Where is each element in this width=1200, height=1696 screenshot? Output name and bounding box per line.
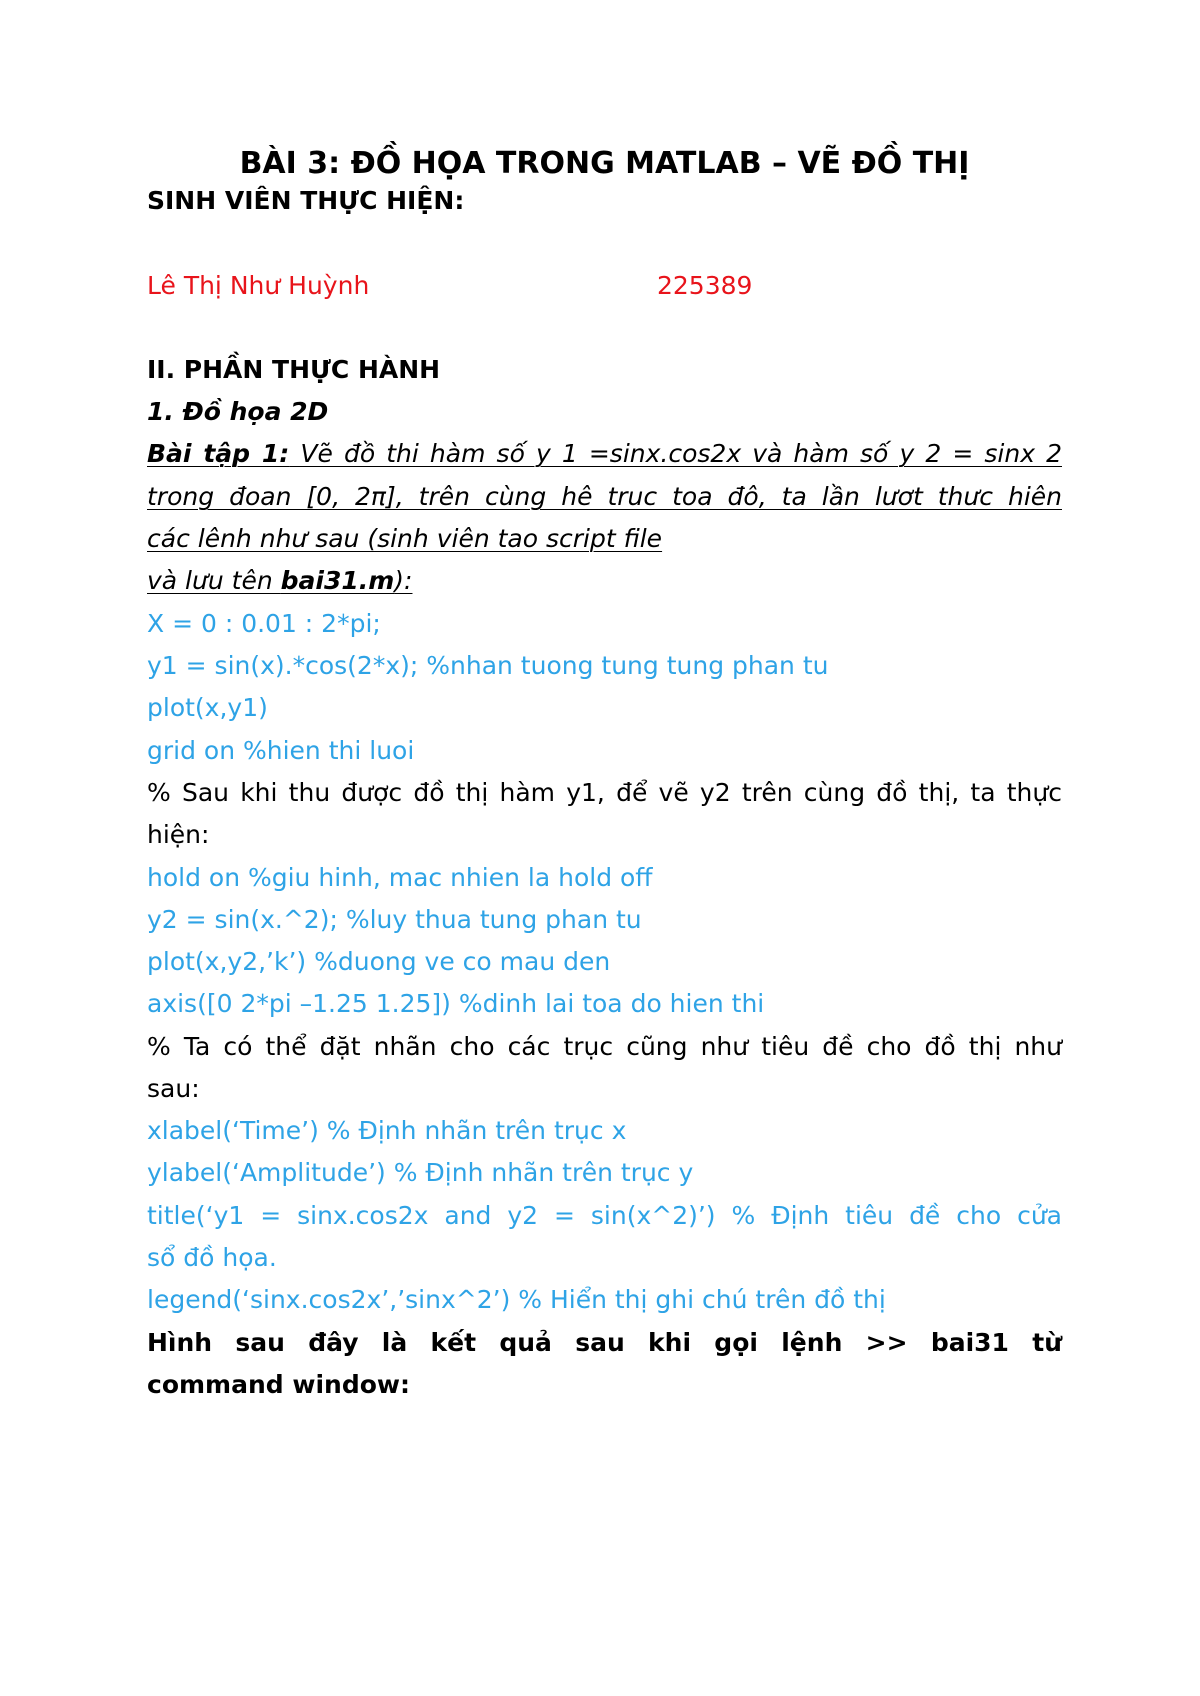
document-page	[147, 0, 1062, 1696]
code-line: ylabel(‘Amplitude’) % Định nhãn trên trục y	[147, 1158, 694, 1187]
exercise-line-4	[147, 565, 1062, 597]
student-row	[147, 270, 1062, 302]
code-line: xlabel(‘Time’) % Định nhãn trên trục x	[147, 1116, 627, 1145]
code-line: legend(‘sinx.cos2x’,’sinx^2’) % Hiển thị ghi chú trên đồ thị	[147, 1285, 886, 1314]
code-line: hold on %giu hinh, mac nhien la hold off	[147, 863, 653, 892]
code-line: grid on %hien thi luoi	[147, 736, 415, 765]
exercise-line-3: các lênh như sau (sinh viên tao script file	[147, 524, 663, 553]
section-heading: II. PHẦN THỰC HÀNH	[147, 355, 441, 384]
result-line-1: Hình sau đây là kết quả sau khi gọi lệnh >> bai31 từ	[147, 1328, 1062, 1357]
result-line-2: command window:	[147, 1370, 410, 1399]
note-line: sau:	[147, 1074, 200, 1103]
student-name: Lê Thị Như Huỳnh	[147, 271, 370, 300]
code-line: y1 = sin(x).*cos(2*x); %nhan tuong tung tung phan tu	[147, 651, 829, 680]
students-heading: SINH VIÊN THỰC HIỆN:	[147, 186, 465, 215]
note-line: hiện:	[147, 820, 210, 849]
script-filename: bai31.m	[280, 566, 395, 595]
student-id: 225389	[657, 271, 753, 300]
exercise-line-1	[147, 438, 1062, 470]
exercise-label: Bài tập 1:	[147, 439, 290, 468]
code-line: title(‘y1 = sinx.cos2x and y2 = sin(x^2)’) % Định tiêu đề cho cửa	[147, 1201, 1062, 1230]
exercise-line-4-suffix: ):	[394, 566, 413, 595]
code-line: plot(x,y2,’k’) %duong ve co mau den	[147, 947, 611, 976]
code-line: plot(x,y1)	[147, 693, 268, 722]
note-line: % Sau khi thu được đồ thị hàm y1, để vẽ y2 trên cùng đồ thị, ta thực	[147, 778, 1062, 807]
code-line: sổ đồ họa.	[147, 1243, 277, 1272]
code-line: y2 = sin(x.^2); %luy thua tung phan tu	[147, 905, 642, 934]
exercise-line-2: trong đoan [0, 2π], trên cùng hê truc toa đô, ta lần lươt thưc hiên	[147, 482, 1062, 511]
subsection-heading: 1. Đồ họa 2D	[147, 397, 329, 426]
code-line: X = 0 : 0.01 : 2*pi;	[147, 609, 381, 638]
note-line: % Ta có thể đặt nhãn cho các trục cũng như tiêu đề cho đồ thị như	[147, 1032, 1062, 1061]
code-line: axis([0 2*pi –1.25 1.25]) %dinh lai toa do hien thi	[147, 989, 765, 1018]
page-title: BÀI 3: ĐỒ HỌA TRONG MATLAB – VẼ ĐỒ THỊ	[239, 146, 970, 181]
exercise-line-4-prefix: và lưu tên	[147, 566, 281, 595]
exercise-text-1: Vẽ đồ thi hàm số y 1 =sinx.cos2x và hàm số y 2 = sinx 2	[289, 439, 1062, 468]
